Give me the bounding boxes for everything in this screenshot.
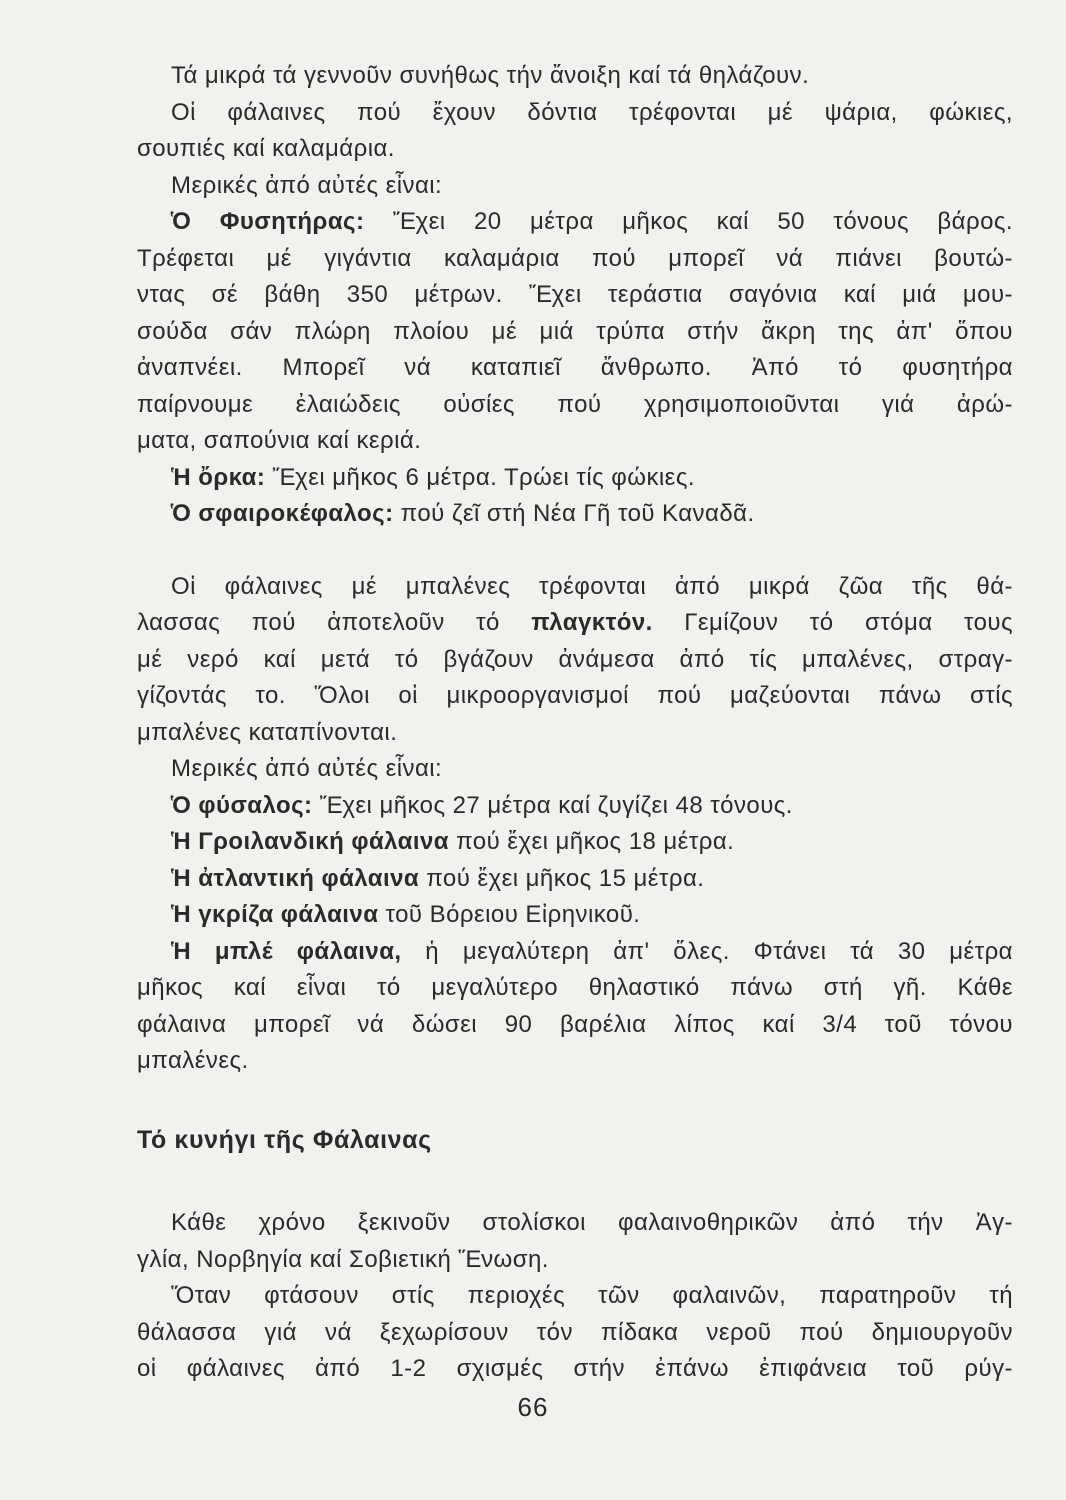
entry-term: Ὁ σφαιροκέφαλος: [171,500,394,527]
text-line: γλία, Νορβηγία καί Σοβιετική Ἕνωση. [137,1245,549,1273]
text-line: Ὁ Φυσητήρας: Ἔχει 20 μέτρα μῆκος καί 50 τόνους βάρος. [171,208,1014,235]
text-line: γίζοντάς το. Ὅλοι οἱ μικροοργανισμοί πού μαζεύονται πάνω στίς [137,682,1013,709]
text-line: Τρέφεται μέ γιγάντια καλαμάρια πού μπορεῖ νά πιάνει βουτώ- [137,244,1013,272]
text-line: ἀναπνέει. Μπορεῖ νά καταπιεῖ ἄνθρωπο. Ἀπό τό φυσητήρα [137,354,1013,381]
text-line: Κάθε χρόνο ξεκινοῦν στολίσκοι φαλαινοθηρικῶν ἀπό τήν Ἀγ- [171,1209,1013,1236]
body-text [137,58,1013,1080]
entry-term: Ὁ Φυσητήρας: [171,208,365,235]
text-line: Ἡ ὄρκα: Ἔχει μῆκος 6 μέτρα. Τρώει τίς φώκιες. [171,463,695,491]
text-line: Ἡ ἀτλαντική φάλαινα πού ἔχει μῆκος 15 μέτρα. [171,864,705,892]
text-line: οἱ φάλαινες ἀπό 1-2 σχισμές στήν ἐπάνω ἐπιφάνεια τοῦ ρύγ- [137,1355,1013,1382]
text-line: σουπιές καί καλαμάρια. [137,135,395,162]
page-number: 66 [517,1392,549,1422]
text-line: ματα, σαπούνια καί κεριά. [137,427,422,454]
text-line: Ἡ Γροιλανδική φάλαινα πού ἔχει μῆκος 18 μέτρα. [171,828,735,855]
text-line: Μερικές ἀπό αὐτές εἶναι: [171,171,443,199]
text-line: Οἱ φάλαινες πού ἔχουν δόντια τρέφονται μέ ψάρια, φώκιες, [171,98,1013,126]
entry-term: Ἡ ἀτλαντική φάλαινα [171,864,420,892]
text-line: φάλαινα μπορεῖ νά δώσει 90 βαρέλια λίπος καί 3/4 τοῦ τόνου [137,1010,1013,1038]
text-line: παίρνουμε ἐλαιώδεις οὐσίες πού χρησιμοποιοῦνται γιά ἀρώ- [137,390,1013,418]
text-line: Μερικές ἀπό αὐτές εἶναι: [171,755,443,782]
text-line: Ἡ μπλέ φάλαινα, ἡ μεγαλύτερη ἀπ' ὅλες. Φτάνει τά 30 μέτρα [171,937,1013,965]
text-line: σούδα σάν πλώρη πλοίου μέ μιά τρύπα στήν ἄκρη της ἀπ' ὅπου [137,317,1013,345]
section-heading: Τό κυνήγι τῆς Φάλαινας [137,1126,432,1154]
section-text [137,1205,1013,1388]
text-line: Ὁ φύσαλος: Ἔχει μῆκος 27 μέτρα καί ζυγίζει 48 τόνους. [171,791,793,819]
entry-term: πλαγκτόν. [531,609,653,636]
entry-term: Ἡ Γροιλανδική φάλαινα [171,828,449,855]
text-line: Ὅταν φτάσουν στίς περιοχές τῶν φαλαινῶν, παρατηροῦν τή [171,1282,1013,1309]
entry-term: Ὁ φύσαλος: [171,791,313,819]
text-line: ντας σέ βάθη 350 μέτρων. Ἔχει τεράστια σαγόνια καί μιά μου- [137,281,1013,308]
text-line: μέ νερό καί μετά τό βγάζουν ἀνάμεσα ἀπό τίς μπαλένες, στραγ- [137,645,1013,673]
text-line: Οἱ φάλαινες μέ μπαλένες τρέφονται ἀπό μικρά ζῶα τῆς θά- [171,572,1013,600]
text-line: Τά μικρά τά γεννοῦν συνήθως τήν ἄνοιξη καί τά θηλάζουν. [171,62,810,89]
text-line: μῆκος καί εἶναι τό μεγαλύτερο θηλαστικό πάνω στή γῆ. Κάθε [137,974,1013,1001]
entry-term: Ἡ ὄρκα: [171,463,266,491]
text-line: μπαλένες. [137,1047,249,1074]
text-line: Ὁ σφαιροκέφαλος: πού ζεῖ στή Νέα Γῆ τοῦ Καναδᾶ. [171,500,755,527]
entry-term: Ἡ γκρίζα φάλαινα [171,901,379,928]
text-line: Ἡ γκρίζα φάλαινα τοῦ Βόρειου Εἰρηνικοῦ. [171,901,641,928]
text-line: θάλασσα γιά νά ξεχωρίσουν τόν πίδακα νεροῦ πού δημιουργοῦν [137,1318,1013,1346]
text-line: λασσας πού ἀποτελοῦν τό πλαγκτόν. Γεμίζουν τό στόμα τους [137,609,1013,636]
text-line: μπαλένες καταπίνονται. [137,718,398,746]
entry-term: Ἡ μπλέ φάλαινα, [171,937,402,965]
